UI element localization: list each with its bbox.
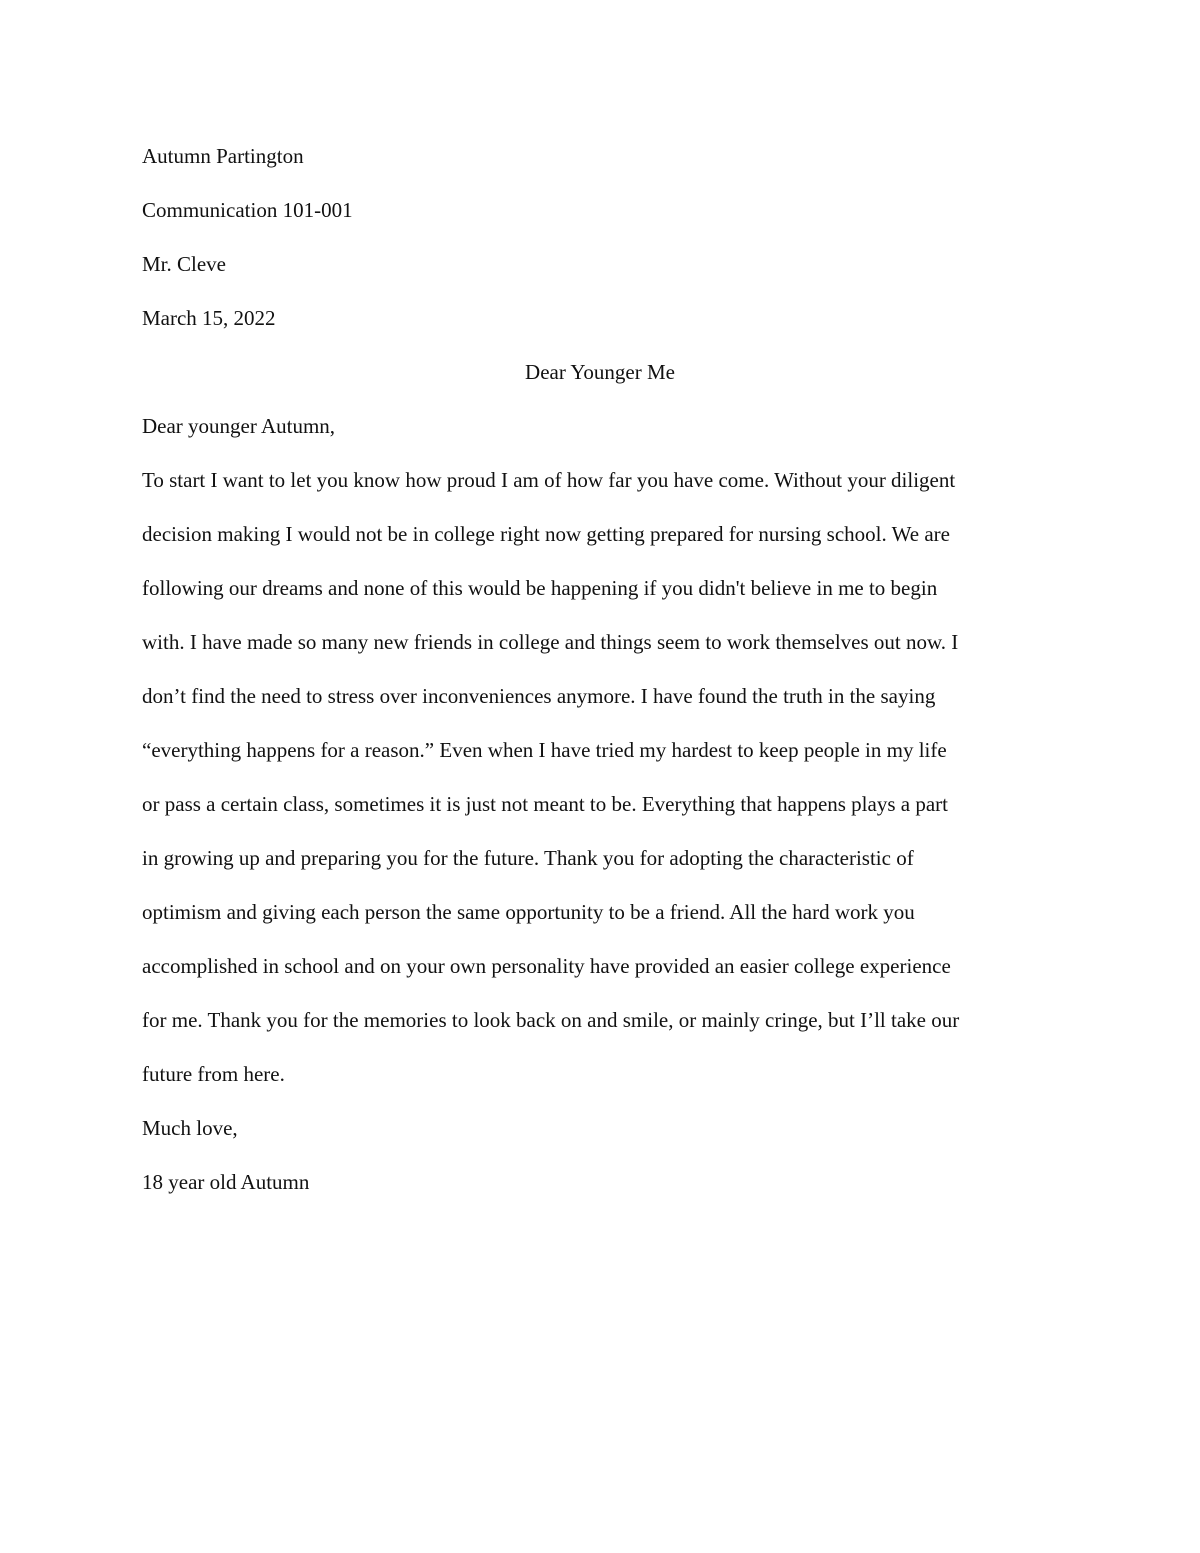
body-line: for me. Thank you for the memories to look back on and smile, or mainly cringe, but I’ll take our (142, 1008, 960, 1032)
letter-closing: Much love, (142, 1116, 238, 1140)
body-line: future from here. (142, 1062, 285, 1086)
body-line: To start I want to let you know how proud I am of how far you have come. Without your diligent (142, 468, 956, 492)
letter-salutation: Dear younger Autumn, (142, 414, 336, 438)
author-name: Autumn Partington (142, 144, 304, 168)
body-line: “everything happens for a reason.” Even when I have tried my hardest to keep people in my life (142, 738, 947, 762)
body-line: accomplished in school and on your own personality have provided an easier college experience (142, 954, 951, 978)
body-line: following our dreams and none of this would be happening if you didn't believe in me to begin (142, 576, 938, 600)
body-line: optimism and giving each person the same opportunity to be a friend. All the hard work you (142, 900, 915, 924)
letter-signature: 18 year old Autumn (142, 1170, 310, 1194)
body-line: don’t find the need to stress over inconveniences anymore. I have found the truth in the saying (142, 684, 936, 708)
body-line: decision making I would not be in college right now getting prepared for nursing school. We are (142, 522, 950, 546)
body-line: or pass a certain class, sometimes it is just not meant to be. Everything that happens plays a part (142, 792, 948, 816)
body-line: in growing up and preparing you for the future. Thank you for adopting the characteristic of (142, 846, 914, 870)
body-line: with. I have made so many new friends in college and things seem to work themselves out now. I (142, 630, 959, 654)
document-date: March 15, 2022 (142, 306, 276, 330)
instructor-name: Mr. Cleve (142, 252, 226, 276)
course-name: Communication 101-001 (142, 198, 353, 222)
letter-title: Dear Younger Me (525, 360, 675, 384)
